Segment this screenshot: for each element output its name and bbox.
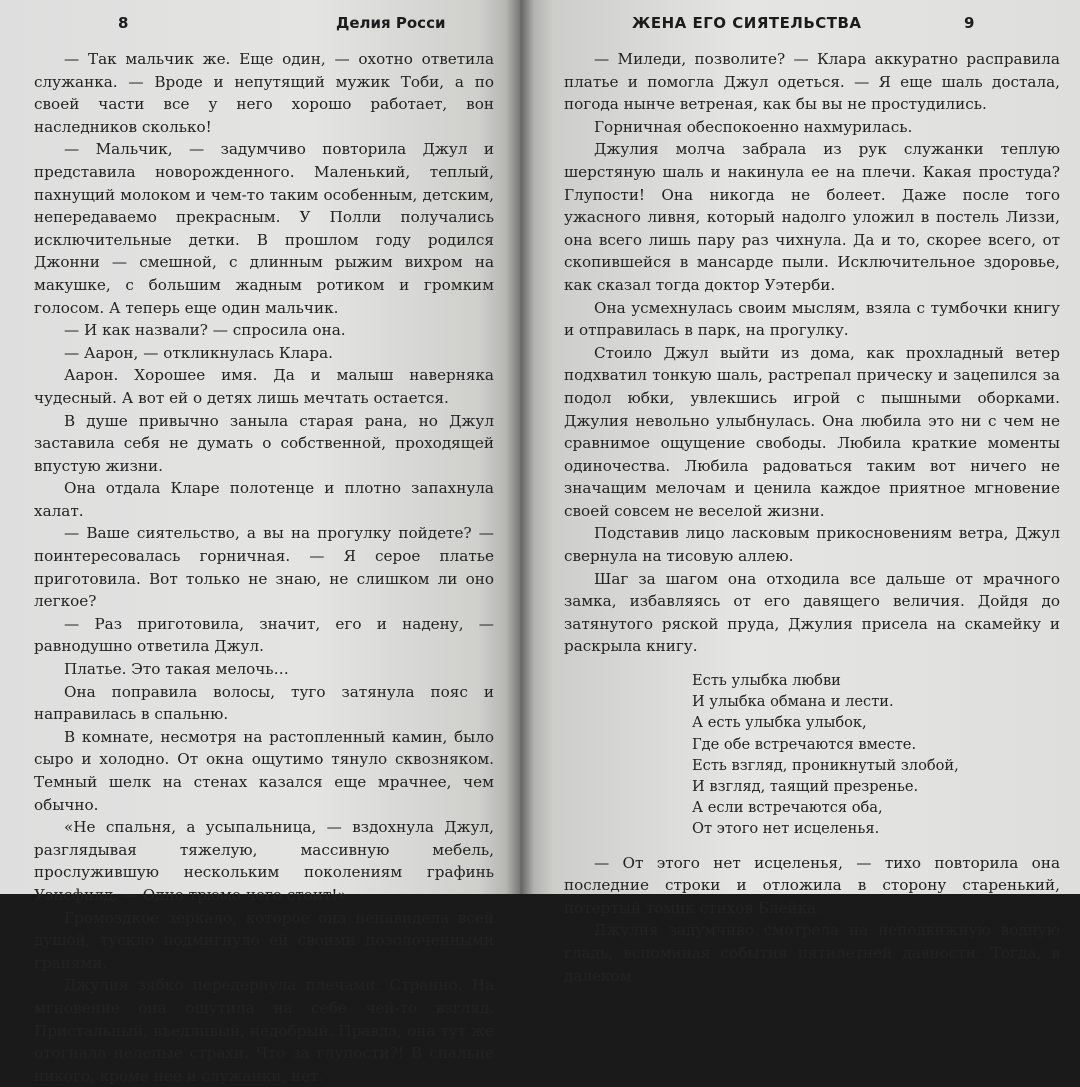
poem-line: Есть взгляд, проникнутый злобой,: [692, 756, 959, 774]
poem-line: От этого нет исцеленья.: [692, 820, 880, 838]
paragraph: — От этого нет исцеленья, — тихо повторила она последние строки и отложила в сторону старенький, потертый томик стихов Блейка.: [564, 853, 1060, 917]
paragraph: Она поправила волосы, туго затянула пояс и направилась в спальню.: [34, 682, 494, 724]
left-page: [0, 0, 520, 1085]
poem-line: Где обе встречаются вместе.: [692, 735, 917, 753]
poem-line: А если встречаются оба,: [692, 799, 883, 817]
paragraph: Подставив лицо ласковым прикосновениям ветра, Джул свернула на тисовую аллею.: [564, 524, 1060, 566]
running-head-title: ЖЕНА ЕГО СИЯТЕЛЬСТВА: [632, 14, 862, 32]
paragraph: — Аарон, — откликнулась Клара.: [64, 343, 333, 362]
paragraph: — Так мальчик же. Еще один, — охотно ответила служанка. — Вроде и непутящий мужик Тоби, а по своей части все у него хорошо работает, вон наследников сколько!: [34, 50, 494, 136]
paragraph: — Раз приготовила, значит, его и надену, — равнодушно ответила Джул.: [34, 614, 494, 656]
paragraph: Громоздкое зеркало, которое она ненавидела всей душой, тускло подмигнуло ей своими позолоченными гранями.: [34, 908, 494, 972]
poem-line: И улыбка обмана и лести.: [692, 693, 894, 711]
poem-line: Есть улыбка любви: [692, 672, 841, 690]
running-head-author: Делия Росси: [336, 14, 446, 32]
paragraph: Стоило Джул выйти из дома, как прохладный ветер подхватил тонкую шаль, растрепал прическу и зацепился за подол юбки, увлекшись игрой с пышными оборками. Джулия невольно улыбнулась. Она любила это ни с чем не сравнимое ощущение свободы. Любила краткие моменты одиночества. Любила радоваться таким вот ничего не значащим мелочам и ценила каждое приятное мгновение своей совсем не веселой жизни.: [564, 343, 1060, 520]
paragraph: Джулия молча забрала из рук служанки теплую шерстяную шаль и накинула ее на плечи. Какая простуда? Глупости! Она никогда не болеет. Даже после того ужасного ливня, который надолго уложил в постель Лиззи, она всего лишь пару раз чихнула. Да и то, скорее всего, от скопившейся в мансарде пыли. Исключительное здоровье, как сказал тогда доктор Уэтерби.: [564, 140, 1060, 294]
paragraph: «Не спальня, а усыпальница, — вздохнула Джул, разглядывая тяжелую, массивную мебель, прослужившую нескольким поколениям графинь Уэнсфилд. — Одно трюмо чего стоит!»: [34, 818, 494, 904]
paragraph: Шаг за шагом она отходила все дальше от мрачного замка, избавляясь от его давящего величия. Дойдя до затянутого ряской пруда, Джулия присела на скамейку и раскрыла книгу.: [564, 569, 1060, 656]
page-number: 9: [964, 14, 975, 32]
paragraph: Аарон. Хорошее имя. Да и малыш наверняка чудесный. А вот ей о детях лишь мечтать остается.: [34, 366, 494, 407]
right-page: [520, 0, 1080, 985]
paragraph: Джулия зябко передернула плечами. Странно. На мгновение она ощутила на себе чей-то взгляд. Пристальный, въедливый, недобрый. Правда, она тут же отогнала нелепые страхи. Что за глупости?! В спальне никого, кроме нее и служанки, нет.: [34, 976, 494, 1085]
paragraph: — Мальчик, — задумчиво повторила Джул и представила новорожденного. Маленький, теплый, пахнущий молоком и чем-то таким особенным, детским, непередаваемо прекрасным. У Полли получались исключительные детки. В прошлом году родился Джонни — смешной, с длинным рыжим вихром на макушке, с большим жадным ротиком и громким голосом. А теперь еще один мальчик.: [34, 140, 494, 317]
paragraph: — И как назвали? — спросила она.: [64, 321, 346, 340]
page-number: 8: [118, 14, 129, 32]
left-page-text: [34, 48, 494, 1087]
paragraph: Она усмехнулась своим мыслям, взяла с тумбочки книгу и отправилась в парк, на прогулку.: [564, 298, 1060, 340]
book-gutter-shadow: [506, 0, 534, 894]
paragraph: — Миледи, позволите? — Клара аккуратно расправила платье и помогла Джул одеться. — Я еще шаль достала, погода нынче ветреная, как бы вы не простудились.: [564, 50, 1060, 114]
right-page-text: [564, 48, 1060, 987]
paragraph: — Ваше сиятельство, а вы на прогулку пойдете? — поинтересовалась горничная. — Я серое платье приготовила. Вот только не знаю, не слишком ли оно легкое?: [34, 524, 494, 611]
paragraph: Она отдала Кларе полотенце и плотно запахнула халат.: [34, 479, 494, 520]
paragraph: В душе привычно заныла старая рана, но Джул заставила себя не думать о собственной, проходящей впустую жизни.: [34, 411, 494, 475]
paragraph: Горничная обеспокоенно нахмурилась.: [594, 117, 913, 136]
paragraph: В комнате, несмотря на растопленный камин, было сыро и холодно. От окна ощутимо тянуло сквозняком. Темный шелк на стенах казался еще мрачнее, чем обычно.: [34, 727, 494, 814]
poem-quote: [692, 670, 1060, 840]
paragraph: Платье. Это такая мелочь…: [64, 660, 289, 679]
paragraph: Джулия задумчиво смотрела на неподвижную водную гладь, вспоминая события пятилетней давности. Тогда, в далеком: [564, 921, 1060, 985]
poem-line: И взгляд, таящий презренье.: [692, 778, 919, 796]
poem-line: А есть улыбка улыбок,: [692, 714, 867, 732]
